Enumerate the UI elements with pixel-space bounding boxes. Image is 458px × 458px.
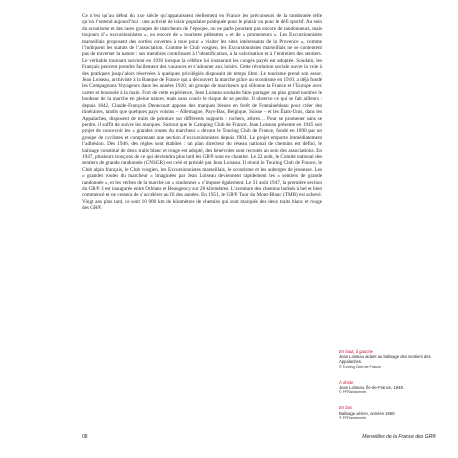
body-text: Ce n’est qu’au début du xxe siècle qu’apparaissent réellement en France les précurseurs de la randonnée telle qu’on l’entend aujourd’hui : une activité de loisir populaire pratiquée pour le plaisir ou pour le défi sportif. Au sein du scoutisme et des rares groupes de marcheurs de l’époque, on ne parle pourtant pas encore de randonneurs, mais toujours d’« excursionnistes », ou encore de « touristes pédestres » et de « promeneurs ». Les Excursionnistes marseillais proposent des sorties ouvertes à tous pour « visiter les sites intéressants de la Provence », comme l’indiquent les statuts de l’association. Comme le Club vosgien, les Excursionnistes marseillais ne se contentent pas de traverser la nature : ses membres contribuent à l’identification, à la valorisation et à l’entretien des sentiers. Le véritable tournant survient en 1936 lorsque la célèbre loi instaurant les congés payés est adoptée. Soudain, les Français peuvent prendre facilement des vacances et s’adonner aux loisirs. Cette révolution sociale ouvre la voie à des pratiques jusqu’alors réservées à quelques privilégiés disposant de temps libre. Le tourisme prend son essor. Jean Loiseau, archiviste à la Banque de France qui a découvert la marche grâce au scoutisme en 1910, a déjà fondé les Compagnons Voyageurs dans les années 1920, un groupe de marcheurs qui sillonne la France et l’Europe avec cartes et boussole à la main. Fort de cette expérience, Jean Loiseau souhaite faire partager au plus grand nombre le bonheur de la marche en pleine nature, mais sans courir le risque de se perdre. Il observe ce qui se fait ailleurs : depuis 1842, Claude-François Denecourt appose des marques bleues en forêt de Fontainebleau pour créer des itinéraires, tandis que quelques pays voisins – Allemagne, Pays-Bas, Belgique, Suisse – et les États-Unis, dans les Appalaches, disposent de traits de peinture sur différents supports : rochers, arbres… Pour se promener sans se perdre, il suffit de suivre les marques. Surtout que le Camping Club de France, Jean Loiseau présente en 1945 son projet de concevoir les « grandes routes du marcheur » devant le Touring Club de France, fondé en 1890 par un groupe de cyclistes et comprenant une section d’excursionnistes depuis 1904. Le projet emporte immédiatement l’adhésion. Dès 1946, des règles sont établies : un plan directeur du réseau national de chemins est défini, le balisage constitué de deux traits blanc et rouge est adopté, des bénévoles sont recrutés au sein des associations. En 1947, plusieurs tronçons de ce qui deviendra plus tard les GR® sont en chantier. Le 22 août, le Comité national des sentiers de grande randonnée (CNSGR) est créé et présidé par Jean Loiseau. Il réunit le Touring Club de France, le Club alpin français, le Club vosgien, les Excursionnistes marseillais, le scoutisme et les auberges de jeunesse. Les « grandes routes du marcheur » imaginées par Jean Loiseau deviennent rapidement les « sentiers de grande randonnée », et les verbes de la marche un « randonner » s’impose également. Le 31 août 1947, la première section du GR® 3 est inaugurée entre Orléans et Beaugency sur 28 kilomètres. L’aventure des chemins balisés à bel et bien commencé et ne cessera de s’accélérer au fil des années. En 1951, le GR® Tour du Mont-Blanc (TMB) est achevé. Vingt ans plus tard, ce sont 10 000 km de kilomètres de chemins qui sont marqués des deux traits blanc et rouge des GR®.	[82, 13, 322, 212]
page-number: 08	[82, 434, 88, 440]
caption-text: Jean Loiseau aidant au balisage des sentiers des Appalaches.	[339, 354, 431, 365]
caption-text: Balisage aérien, années 1950.	[339, 410, 396, 416]
caption-text: Jean Loiseau, Île-de-France, 1948.	[339, 385, 404, 391]
caption-position: À droite	[339, 379, 354, 385]
caption-position: En bas	[339, 405, 353, 411]
caption-top-left	[339, 349, 439, 370]
caption-credit: © FFRandonnée	[339, 390, 367, 395]
caption-position: En haut, à gauche	[339, 349, 373, 354]
caption-right	[339, 380, 439, 396]
caption-credit: © FFRandonnée	[339, 415, 367, 420]
photo-captions	[339, 349, 439, 431]
running-title: Merveilles de la France des GR®	[362, 434, 436, 440]
caption-credit: © Touring Club de France	[339, 364, 382, 369]
caption-bottom	[339, 405, 439, 421]
